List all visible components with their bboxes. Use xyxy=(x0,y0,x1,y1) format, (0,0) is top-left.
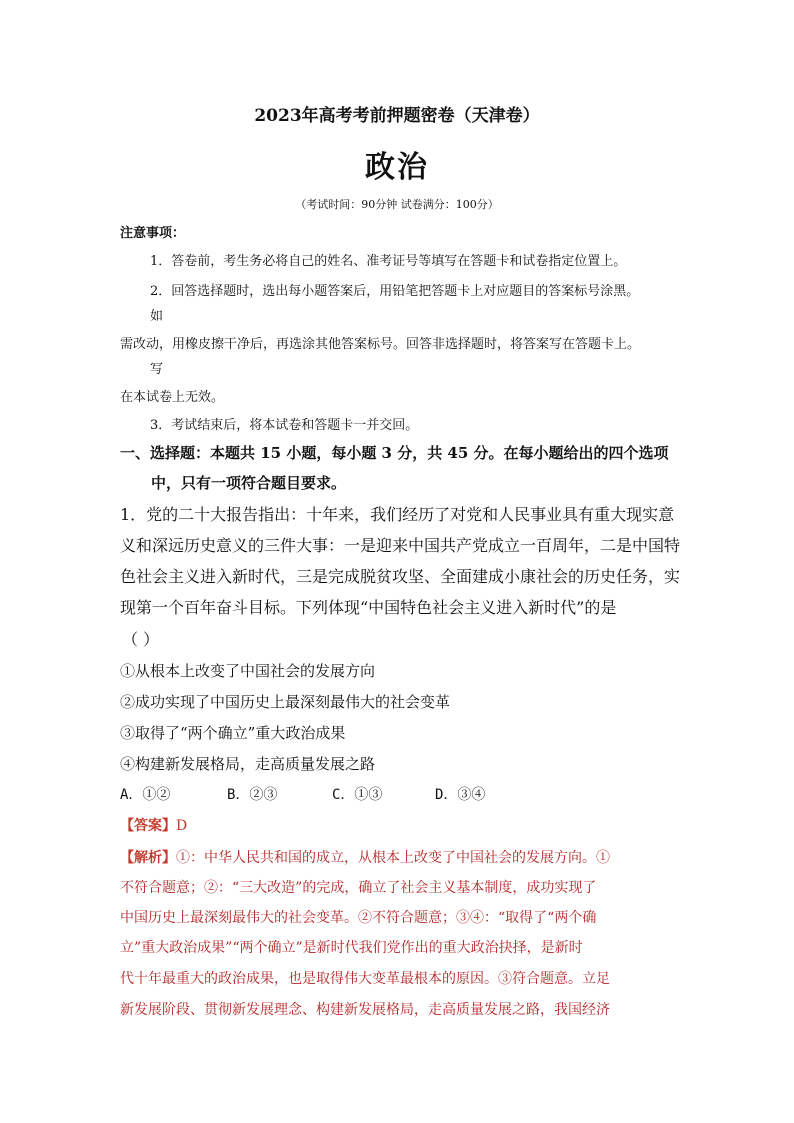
choice-row xyxy=(120,784,485,804)
statement-3: ③取得了“两个确立”重大政治成果 xyxy=(120,724,346,742)
choice-a: A．①② xyxy=(120,787,171,803)
analysis-line-6: 新发展阶段、贯彻新发展理念、构建新发展格局，走高质量发展之路，我国经济 xyxy=(120,1002,610,1018)
choice-d: D．③④ xyxy=(435,787,486,803)
question-text-line-2: 义和深远历史意义的三件大事：一是迎来中国共产党成立一百周年，二是中国特 xyxy=(120,536,681,555)
choice-b: B．②③ xyxy=(227,787,278,803)
note-line-2b: 如 xyxy=(150,309,164,324)
analysis-line-2: 不符合题意；②：“三大改造”的完成，确立了社会主义基本制度，成功实现了 xyxy=(120,880,597,896)
section-heading-cont: 中，只有一项符合题目要求。 xyxy=(151,474,347,492)
notes-heading: 注意事项： xyxy=(120,226,186,241)
analysis-line-3: 中国历史上最深刻最伟大的社会变革。②不符合题意；③④：“取得了“两个确 xyxy=(120,910,597,926)
subject-title: 政治 xyxy=(365,150,429,185)
question-text-line-4: 现第一个百年奋斗目标。下列体现“中国特色社会主义进入新时代”的是 xyxy=(120,598,617,617)
analysis-line-5: 代十年最重大的政治成果，也是取得伟大变革最根本的原因。③符合题意。立足 xyxy=(120,971,610,987)
question-text-line-1: 1．党的二十大报告指出：十年来，我们经历了对党和人民事业具有重大现实意 xyxy=(120,505,675,524)
exam-info: （考试时间：90分钟 试卷满分：100分） xyxy=(295,198,499,211)
answer-blank: （ ） xyxy=(122,630,160,649)
answer-label: 【答案】 xyxy=(120,818,176,834)
analysis-text-1: ①：中华人民共和国的成立，从根本上改变了中国社会的发展方向。① xyxy=(176,850,610,866)
note-line-2: 2．回答选择题时，选出每小题答案后，用铅笔把答题卡上对应题目的答案标号涂黑。 xyxy=(150,284,640,299)
note-line-1: 1．答卷前，考生务必将自己的姓名、准考证号等填写在答题卡和试卷指定位置上。 xyxy=(150,254,627,269)
note-line-2d: 写 xyxy=(150,362,164,377)
statement-4: ④构建新发展格局，走高质量发展之路 xyxy=(120,755,376,773)
analysis-label: 【解析】 xyxy=(120,850,176,866)
question-text-line-3: 色社会主义进入新时代，三是完成脱贫攻坚、全面建成小康社会的历史任务，实 xyxy=(120,567,681,586)
note-line-2e: 在本试卷上无效。 xyxy=(120,390,225,405)
note-line-2c: 需改动，用橡皮擦干净后，再选涂其他答案标号。回答非选择题时，将答案写在答题卡上。 xyxy=(120,337,641,352)
section-heading: 一、选择题：本题共 15 小题，每小题 3 分，共 45 分。在每小题给出的四个选项 xyxy=(120,444,669,462)
exam-title: 2023年高考考前押题密卷（天津卷） xyxy=(254,106,540,126)
answer-value: D xyxy=(176,818,188,834)
analysis-line-4: 立”重大政治成果”“两个确立”是新时代我们党作出的重大政治抉择，是新时 xyxy=(120,940,583,956)
note-line-3: 3．考试结束后，将本试卷和答题卡一并交回。 xyxy=(150,418,419,433)
statement-1: ①从根本上改变了中国社会的发展方向 xyxy=(120,662,376,680)
statement-2: ②成功实现了中国历史上最深刻最伟大的社会变革 xyxy=(120,693,451,711)
choice-c: C．①③ xyxy=(332,787,383,803)
answer-line xyxy=(120,815,187,835)
analysis-line-1 xyxy=(120,847,610,867)
